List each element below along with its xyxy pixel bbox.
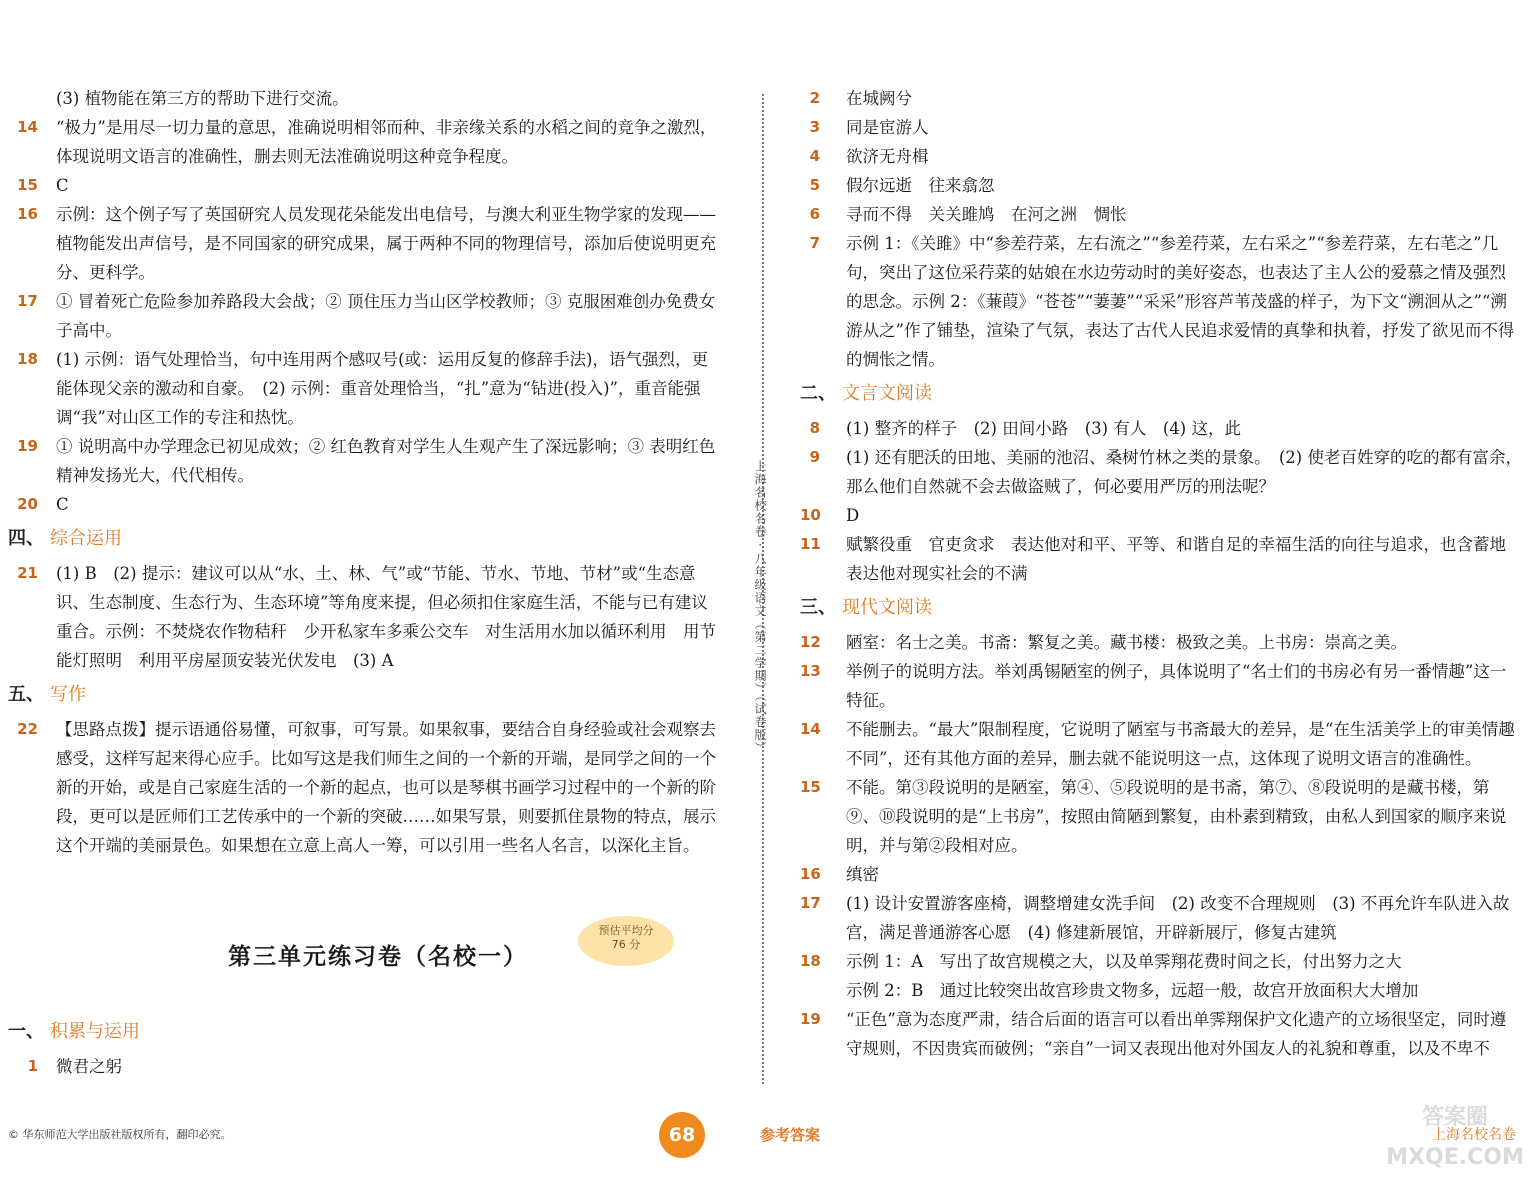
answer-entry bbox=[800, 414, 1522, 443]
answer-entry bbox=[800, 976, 1522, 1005]
answer-text: 微君之躬 bbox=[56, 1057, 122, 1076]
answer-text: (1) 设计安置游客座椅，调整增建女洗手间 (2) 改变不合理规则 (3) 不再允许车队进入故宫，满足普通游客心愿 (4) 修建新展馆，开辟新展厅，修复古建筑 bbox=[846, 894, 1510, 942]
answer-text: (1) 还有肥沃的田地、美丽的池沼、桑树竹林之类的景象。 (2) 使老百姓穿的吃的都有富余，那么他们自然就不会去做盗贼了，何必要用严厉的刑法呢？ bbox=[846, 448, 1522, 496]
answer-number: 14 bbox=[800, 720, 821, 738]
answer-number: 15 bbox=[17, 176, 38, 194]
answer-number: 14 bbox=[17, 118, 38, 136]
answer-number: 17 bbox=[800, 894, 821, 912]
answer-entry bbox=[8, 84, 724, 113]
unit-title: 第三单元练习卷（名校一） bbox=[228, 943, 528, 970]
answer-number: 9 bbox=[809, 448, 820, 466]
page-number: 68 bbox=[659, 1112, 705, 1158]
section-title: 综合运用 bbox=[50, 528, 122, 549]
answer-text: “极力”是用尽一切力量的意思，准确说明相邻而种、非亲缘关系的水稻之间的竞争之激烈，体现说明文语言的准确性，删去则无法准确说明这种竞争程度。 bbox=[56, 118, 717, 166]
answer-entry bbox=[8, 559, 724, 675]
answer-entry bbox=[8, 715, 724, 860]
answer-text: 示例 1：《关雎》中“参差荇菜，左右流之”“参差荇菜，左右采之”“参差荇菜，左右芼之”几句，突出了这位采荇菜的姑娘在水边劳动时的美好姿态，也表达了主人公的爱慕之情及强烈的思念。示例 2：《蒹葭》“苍苍”“萋萋”“采采”形容芦苇茂盛的样子，为下文“溯洄从之”“溯游从之”作了铺垫，渲染了气氛，表达了古代人民追求爱情的真挚和执着，抒发了欲见而不得的惆怅之情。 bbox=[846, 234, 1515, 369]
answer-text: ① 冒着死亡危险参加养路段大会战；② 顶住压力当山区学校教师；③ 克服困难创办免费女子高中。 bbox=[56, 292, 716, 340]
answer-entry bbox=[8, 113, 724, 171]
answer-number: 3 bbox=[809, 118, 820, 136]
answer-text: ① 说明高中办学理念已初见成效；② 红色教育对学生人生观产生了深远影响；③ 表明红色精神发扬光大，代代相传。 bbox=[56, 437, 716, 485]
answer-text: 举例子的说明方法。举刘禹锡陋室的例子，具体说明了“名士们的书房必有另一番情趣”这一特征。 bbox=[846, 662, 1507, 710]
section-heading-accumulation bbox=[8, 1012, 724, 1052]
answer-entry bbox=[800, 715, 1522, 773]
answer-text: 在城阙兮 bbox=[846, 89, 912, 108]
answer-entry bbox=[800, 773, 1522, 860]
average-score-badge bbox=[578, 916, 674, 966]
answer-number: 21 bbox=[17, 564, 38, 582]
section-number: 二、 bbox=[800, 383, 836, 404]
answer-entry bbox=[800, 657, 1522, 715]
answer-text: 同是宦游人 bbox=[846, 118, 929, 137]
watermark-text: 答案圈 MXQE.COM bbox=[1386, 1105, 1524, 1170]
badge-score: 76 分 bbox=[611, 938, 641, 951]
answer-number: 19 bbox=[17, 437, 38, 455]
answer-number: 8 bbox=[809, 419, 820, 437]
answer-text: “正色”意为态度严肃，结合后面的语言可以看出单霁翔保护文化遗产的立场很坚定，同时遵守规则，不因贵宾而破例；“亲自”一词又表现出他对外国友人的礼貌和尊重，以及不卑不 bbox=[846, 1010, 1507, 1058]
answer-text: (1) 整齐的样子 (2) 田间小路 (3) 有人 (4) 这，此 bbox=[846, 419, 1241, 438]
answer-text: 不能删去。“最大”限制程度，它说明了陋室与书斋最大的差异，是“在生活美学上的审美情趣不同”，还有其他方面的差异，删去就不能说明这一点，这体现了说明文语言的准确性。 bbox=[846, 720, 1515, 768]
section-title: 文言文阅读 bbox=[842, 383, 932, 404]
answer-text: 缜密 bbox=[846, 865, 879, 884]
answer-entry bbox=[800, 113, 1522, 142]
answer-text: 示例：这个例子写了英国研究人员发现花朵能发出电信号，与澳大利亚生物学家的发现——植物能发出声信号，是不同国家的研究成果，属于两种不同的物理信号，添加后使说明更充分、更科学。 bbox=[56, 205, 716, 282]
section-number: 三、 bbox=[800, 597, 836, 618]
answer-entry bbox=[8, 1052, 724, 1081]
answer-number: 20 bbox=[17, 495, 38, 513]
answer-number: 2 bbox=[809, 89, 820, 107]
series-brand: 上海名校名卷 bbox=[1432, 1127, 1516, 1143]
answer-entry bbox=[8, 345, 724, 432]
answer-entry bbox=[8, 287, 724, 345]
copyright-notice: © 华东师范大学出版社版权所有，翻印必究。 bbox=[8, 1128, 232, 1141]
answer-number: 5 bbox=[809, 176, 820, 194]
section-heading-modern bbox=[800, 588, 1522, 628]
answer-entry bbox=[800, 171, 1522, 200]
answer-entry bbox=[800, 84, 1522, 113]
answer-entry bbox=[800, 200, 1522, 229]
answer-entry bbox=[800, 229, 1522, 374]
answer-number: 1 bbox=[27, 1057, 38, 1075]
answer-text: C bbox=[56, 495, 69, 514]
section-number: 一、 bbox=[8, 1021, 44, 1042]
answer-entry bbox=[800, 1005, 1522, 1063]
answer-entry bbox=[8, 171, 724, 200]
answer-text: 赋繁役重 官吏贪求 表达他对和平、平等、和谐自足的幸福生活的向往与追求，也含蓄地表达他对现实社会的不满 bbox=[846, 535, 1506, 583]
section-heading-comprehensive bbox=[8, 519, 724, 559]
center-vertical-title: 上海名校名卷 · 八年级语文（第二学期）（试卷版） bbox=[753, 460, 767, 755]
answer-number: 19 bbox=[800, 1010, 821, 1028]
answer-number: 10 bbox=[800, 506, 821, 524]
answer-number: 4 bbox=[809, 147, 820, 165]
answer-number: 18 bbox=[17, 350, 38, 368]
answer-entry bbox=[800, 443, 1522, 501]
answer-text: 陋室：名士之美。书斋：繁复之美。藏书楼：极致之美。上书房：崇高之美。 bbox=[846, 633, 1407, 652]
answer-entry bbox=[8, 432, 724, 490]
answer-text: 示例 2：B 通过比较突出故宫珍贵文物多，远超一般，故宫开放面积大大增加 bbox=[846, 981, 1419, 1000]
footer-label: 参考答案 bbox=[760, 1126, 821, 1144]
section-title: 积累与运用 bbox=[50, 1021, 140, 1042]
section-heading-writing bbox=[8, 675, 724, 715]
section-number: 四、 bbox=[8, 528, 44, 549]
left-column bbox=[8, 84, 724, 860]
answer-text: (3) 植物能在第三方的帮助下进行交流。 bbox=[56, 89, 349, 108]
answer-text: C bbox=[56, 176, 69, 195]
answer-text: 示例 1：A 写出了故宫规模之大，以及单霁翔花费时间之长，付出努力之大 bbox=[846, 952, 1402, 971]
section-title: 现代文阅读 bbox=[842, 597, 932, 618]
answer-entry bbox=[800, 860, 1522, 889]
answer-entry bbox=[800, 501, 1522, 530]
answer-number: 18 bbox=[800, 952, 821, 970]
section-number: 五、 bbox=[8, 684, 44, 705]
right-column bbox=[800, 84, 1522, 1063]
answer-number: 13 bbox=[800, 662, 821, 680]
answer-entry bbox=[800, 142, 1522, 171]
section-heading-classical bbox=[800, 374, 1522, 414]
answer-number: 16 bbox=[800, 865, 821, 883]
answer-text: 欲济无舟楫 bbox=[846, 147, 929, 166]
answer-entry bbox=[800, 889, 1522, 947]
answer-entry bbox=[800, 530, 1522, 588]
left-answers-group-1 bbox=[8, 84, 724, 519]
answer-entry bbox=[8, 200, 724, 287]
answer-number: 11 bbox=[800, 535, 821, 553]
answer-number: 6 bbox=[809, 205, 820, 223]
answer-entry bbox=[800, 947, 1522, 976]
answer-text: 寻而不得 关关雎鸠 在河之洲 惆怅 bbox=[846, 205, 1127, 224]
watermark-logo bbox=[1380, 1098, 1530, 1190]
answer-text: (1) 示例：语气处理恰当，句中连用两个感叹号(或：运用反复的修辞手法)，语气强烈，更能体现父亲的激动和自豪。 (2) 示例：重音处理恰当，“扎”意为“钻进(投入)”，重音能强调“我”对山区工作的专注和热忱。 bbox=[56, 350, 708, 427]
answer-text: 假尔远逝 往来翕忽 bbox=[846, 176, 995, 195]
answer-text: 【思路点拨】提示语通俗易懂，可叙事，可写景。如果叙事，要结合自身经验或社会观察去感受，这样写起来得心应手。比如写这是我们师生之间的一个新的开端，是同学之间的一个新的开始，或是自己家庭生活的一个新的起点，也可以是琴棋书画学习过程中的一个新的阶段，更可以是匠师们工艺传承中的一个新的突破……如果写景，则要抓住景物的特点，展示这个开端的美丽景色。如果想在立意上高人一筹，可以引用一些名人名言，以深化主旨。 bbox=[56, 720, 716, 855]
answer-number: 16 bbox=[17, 205, 38, 223]
answer-text: 不能。第③段说明的是陋室，第④、⑤段说明的是书斋，第⑦、⑧段说明的是藏书楼，第⑨、⑩段说明的是“上书房”，按照由简陋到繁复，由朴素到精致，由私人到国家的顺序来说明，并与第②段相对应。 bbox=[846, 778, 1507, 855]
answer-number: 15 bbox=[800, 778, 821, 796]
answer-entry bbox=[800, 628, 1522, 657]
answer-number: 12 bbox=[800, 633, 821, 651]
section-title: 写作 bbox=[50, 684, 86, 705]
answer-entry bbox=[8, 490, 724, 519]
answer-number: 7 bbox=[809, 234, 820, 252]
answer-text: D bbox=[846, 506, 860, 525]
badge-label: 预估平均分 bbox=[598, 924, 654, 937]
answer-number: 17 bbox=[17, 292, 38, 310]
answer-number: 22 bbox=[17, 720, 38, 738]
answer-text: (1) B (2) 提示：建议可以从“水、土、林、气”或“节能、节水、节地、节材”或“生态意识、生态制度、生态行为、生态环境”等角度来提，但必须扣住家庭生活，不能与已有建议重合。示例：不焚烧农作物秸秆 少开私家车多乘公交车 对生活用水加以循环利用 用节能灯照明 利用平房屋顶安装光伏发电 (3) A bbox=[56, 564, 716, 670]
left-column-bottom bbox=[8, 1012, 724, 1081]
